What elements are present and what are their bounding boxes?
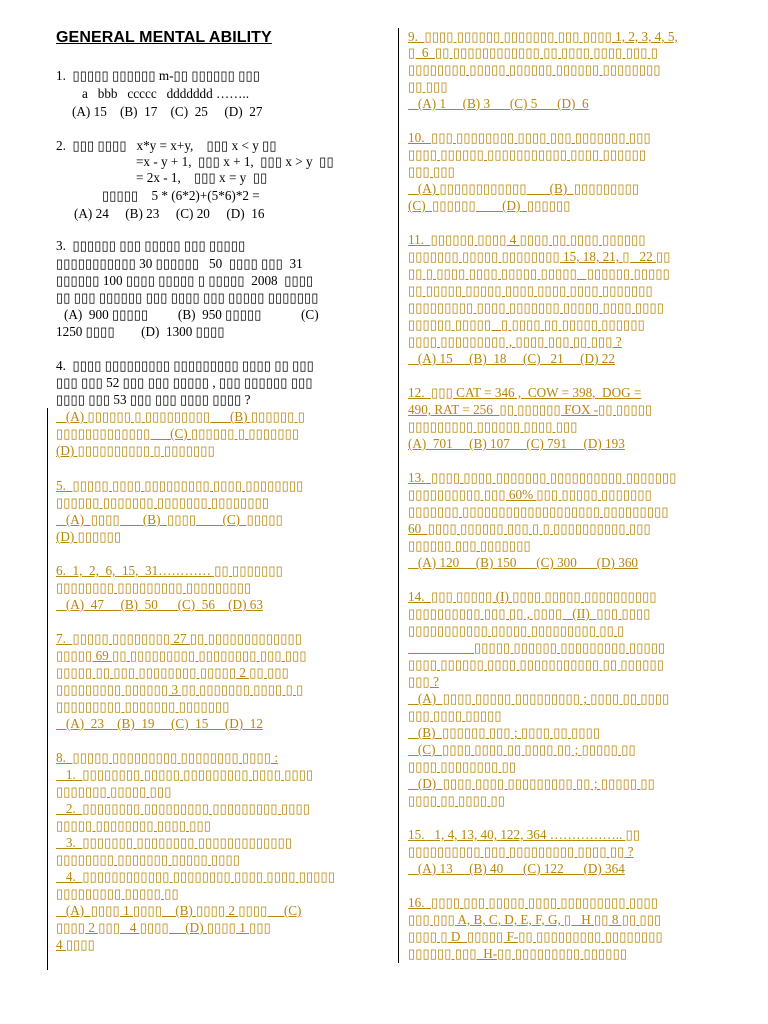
text-line: (A) 23 (B) 19 (C) 15 (D) 12 bbox=[56, 716, 263, 731]
text-line: ▯▯▯▯ 2 ▯▯▯ 4 ▯▯▯▯ (D) ▯▯▯▯ 1 ▯▯▯ bbox=[56, 920, 271, 935]
text-line: 11. ▯▯▯▯▯▯ ▯▯▯▯ 4 ▯▯▯▯ ▯▯ ▯▯▯▯ ▯▯▯▯▯▯ bbox=[408, 232, 646, 247]
text-line: ▯▯▯▯▯▯▯ ▯▯▯▯▯ ▯▯▯ bbox=[56, 784, 172, 799]
text-line: 5. ▯▯▯▯▯ ▯▯▯▯ ▯▯▯▯▯▯▯▯▯ ▯▯▯▯ ▯▯▯▯▯▯▯▯ bbox=[56, 478, 304, 493]
text-line: 1. ▯▯▯▯▯▯▯▯ ▯▯▯▯▯ ▯▯▯▯▯▯▯▯▯ ▯▯▯▯ ▯▯▯▯ bbox=[56, 767, 314, 782]
text-line: 4 ▯▯▯▯ bbox=[56, 937, 95, 952]
text-line: (A) ▯▯▯▯▯▯▯▯▯▯▯▯ (B) ▯▯▯▯▯▯▯▯▯ bbox=[408, 181, 640, 196]
text-line: (D) ▯▯▯▯▯▯ bbox=[56, 529, 122, 544]
text-line: ▯▯▯▯▯▯▯▯▯▯▯ ▯▯▯▯▯ ▯▯▯▯▯▯▯▯▯ ▯▯ ▯ bbox=[408, 623, 625, 638]
text-line: ▯▯▯▯▯ 5 * (6*2)+(5*6)*2 = bbox=[102, 188, 260, 203]
text-line: ▯▯▯▯ ▯▯▯▯▯▯ ▯▯▯▯▯▯▯▯▯▯▯ ▯▯▯▯ ▯▯▯▯▯▯ bbox=[408, 147, 647, 162]
text-line: 2. ▯▯▯▯▯▯▯▯ ▯▯▯▯▯▯▯▯▯ ▯▯▯▯▯▯▯▯▯ ▯▯▯▯ bbox=[56, 801, 310, 816]
text-line: (A) 120 (B) 150 (C) 300 (D) 360 bbox=[408, 555, 639, 570]
text-line: ▯▯▯ ▯▯▯ 52 ▯▯▯ ▯▯▯ ▯▯▯▯▯ , ▯▯▯ ▯▯▯▯▯▯ ▯▯▯ bbox=[56, 375, 313, 390]
text-line: 1. ▯▯▯▯▯ ▯▯▯▯▯▯ m-▯▯ ▯▯▯▯▯▯ ▯▯▯ bbox=[56, 68, 260, 83]
text-line: ▯▯▯▯▯▯▯▯▯ ▯▯▯▯▯▯ ▯▯▯▯ ▯▯▯ bbox=[408, 419, 578, 434]
text-line: ▯▯▯▯▯▯ ▯▯▯▯▯ ▯ ▯▯▯▯ ▯▯ ▯▯▯▯▯ ▯▯▯▯▯▯ bbox=[408, 317, 645, 332]
text-line: 8. ▯▯▯▯▯ ▯▯▯▯▯▯▯▯▯ ▯▯▯▯▯▯▯▯ ▯▯▯▯ : bbox=[56, 750, 279, 765]
text-line: 6. 1, 2, 6, 15, 31………… ▯▯ ▯▯▯▯▯▯▯ bbox=[56, 563, 283, 578]
text-line: 12. ▯▯▯ CAT = 346 , COW = 398, DOG = bbox=[408, 385, 642, 400]
text-line: ▯▯▯▯▯▯▯ ▯▯▯▯▯▯▯▯▯▯▯▯▯▯▯▯▯▯▯ ▯▯▯▯▯▯▯▯▯ bbox=[408, 504, 669, 519]
text-line: 4. ▯▯▯▯ ▯▯▯▯▯▯▯▯▯ ▯▯▯▯▯▯▯▯▯ ▯▯▯▯ ▯▯ ▯▯▯ bbox=[56, 358, 314, 373]
text-line: (A) 1 (B) 3 (C) 5 (D) 6 bbox=[408, 96, 589, 111]
text-line: (A) ▯▯▯▯▯▯ ▯ ▯▯▯▯▯▯▯▯▯ (B) ▯▯▯▯▯▯ ▯ bbox=[56, 409, 305, 424]
text-line: ▯▯▯▯ ▯▯▯ 53 ▯▯▯ ▯▯▯ ▯▯▯▯ ▯▯▯▯ ? bbox=[56, 392, 251, 407]
text-line: ▯▯▯▯▯▯▯▯▯▯ ▯▯▯ ▯▯ , ▯▯▯▯ (II) ▯▯▯ ▯▯▯▯ bbox=[408, 606, 651, 621]
text-line: (A) ▯▯▯▯ (B) ▯▯▯▯ (C) ▯▯▯▯▯ bbox=[56, 512, 283, 527]
text-line: (C) ▯▯▯▯ ▯▯▯▯ ▯▯ ▯▯▯▯ ▯▯ ; ▯▯▯▯▯ ▯▯ bbox=[408, 742, 636, 757]
text-line: ▯▯ ▯▯▯ ▯▯▯▯▯▯ ▯▯▯ ▯▯▯▯ ▯▯▯ ▯▯▯▯▯ ▯▯▯▯▯▯▯ bbox=[56, 290, 319, 305]
text-line: 16. ▯▯▯▯ ▯▯▯ ▯▯▯▯▯ ▯▯▯▯ ▯▯▯▯▯▯▯▯▯ ▯▯▯▯ bbox=[408, 895, 659, 910]
text-line: =x - y + 1, ▯▯▯ x + 1, ▯▯▯ x > y ▯▯ bbox=[136, 154, 334, 169]
text-line: (A) 15 (B) 18 (C) 21 (D) 22 bbox=[408, 351, 615, 366]
text-line: ▯▯▯▯▯▯ 100 ▯▯▯▯ ▯▯▯▯▯ ▯ ▯▯▯▯▯ 2008 ▯▯▯▯ bbox=[56, 273, 314, 288]
text-line: ▯▯▯▯▯▯ ▯▯▯▯▯▯▯ ▯▯▯▯▯▯▯ ▯▯▯▯▯▯▯▯ bbox=[56, 495, 270, 510]
text-line: ▯▯▯▯▯▯▯▯▯▯▯▯▯ (C) ▯▯▯▯▯▯ ▯ ▯▯▯▯▯▯▯ bbox=[56, 426, 300, 441]
text-line: ▯▯▯▯▯▯▯▯▯ ▯▯▯▯ ▯▯▯▯▯▯▯ ▯▯▯▯▯ ▯▯▯▯ ▯▯▯▯ bbox=[408, 300, 664, 315]
text-line: (D) ▯▯▯▯▯▯▯▯▯▯ ▯ ▯▯▯▯▯▯▯ bbox=[56, 443, 215, 458]
text-line: ▯▯▯▯ ▯▯▯▯▯▯▯▯ ▯▯ bbox=[408, 759, 517, 774]
text-line: (A) ▯▯▯▯ 1 ▯▯▯▯ (B) ▯▯▯▯ 2 ▯▯▯▯ (C) bbox=[56, 903, 302, 918]
text-line: (B) ▯▯▯▯▯▯ ▯▯▯ ; ▯▯▯▯ ▯▯ ▯▯▯▯ bbox=[408, 725, 601, 740]
text-line: ▯▯ ▯▯▯▯▯ ▯▯▯▯▯ ▯▯▯▯ ▯▯▯▯ ▯▯▯▯ ▯▯▯▯▯▯▯ bbox=[408, 283, 653, 298]
text-line: ▯▯▯▯▯▯▯▯▯ ▯▯▯▯▯▯ 3 ▯▯ ▯▯▯▯▯▯▯ ▯▯▯▯ ▯ ▯ bbox=[56, 682, 304, 697]
text-line: (A) 13 (B) 40 (C) 122 (D) 364 bbox=[408, 861, 625, 876]
text-line: 490, RAT = 256 ▯▯ ▯▯▯▯▯▯ FOX -▯▯ ▯▯▯▯▯ bbox=[408, 402, 653, 417]
text-line: ▯▯▯ ▯▯▯▯ ▯▯▯▯▯ bbox=[408, 708, 502, 723]
text-line: 7. ▯▯▯▯▯ ▯▯▯▯▯▯▯▯ 27 ▯▯ ▯▯▯▯▯▯▯▯▯▯▯▯▯ bbox=[56, 631, 303, 646]
column-divider bbox=[398, 28, 399, 963]
text-line: ▯▯▯▯▯▯ ▯▯▯ H-▯▯ ▯▯▯▯▯▯▯▯▯ ▯▯▯▯▯▯ bbox=[408, 946, 628, 961]
text-line: a bbb ccccc ddddddd …….. bbox=[82, 86, 249, 101]
text-line: 1250 ▯▯▯▯ (D) 1300 ▯▯▯▯ bbox=[56, 324, 225, 339]
text-line: ▯▯▯▯ ▯ D ▯▯▯▯▯ F-▯▯ ▯▯▯▯▯▯▯▯▯ ▯▯▯▯▯▯▯▯ bbox=[408, 929, 663, 944]
text-line: ▯▯▯▯▯ ▯▯▯▯▯▯▯▯ ▯▯▯▯ ▯▯▯ bbox=[56, 818, 212, 833]
text-line: __________▯▯▯▯▯ ▯▯▯▯▯▯ ▯▯▯▯▯▯▯▯▯ ▯▯▯▯▯ bbox=[408, 640, 666, 655]
text-line: ▯▯▯▯ ▯▯▯▯▯▯▯▯▯ , ▯▯▯▯ ▯▯▯ ▯▯ ▯▯▯ ? bbox=[408, 334, 622, 349]
text-line: (A) 47 (B) 50 (C) 56 (D) 63 bbox=[56, 597, 263, 612]
text-line: 4. ▯▯▯▯▯▯▯▯▯▯▯▯ ▯▯▯▯▯▯▯▯ ▯▯▯▯ ▯▯▯▯ ▯▯▯▯▯ bbox=[56, 869, 336, 884]
text-line: ▯▯▯▯▯▯▯▯▯▯ ▯▯▯ 60% ▯▯▯ ▯▯▯▯▯ ▯▯▯▯▯▯▯ bbox=[408, 487, 652, 502]
text-line: ▯▯▯▯▯▯▯▯▯ ▯▯▯▯▯▯▯ ▯▯▯▯▯▯▯ bbox=[56, 699, 230, 714]
page-title: GENERAL MENTAL ABILITY bbox=[56, 29, 272, 46]
text-line: ▯▯▯▯▯▯▯▯ ▯▯▯▯▯▯▯▯▯ ▯▯▯▯▯▯▯▯▯ bbox=[56, 580, 252, 595]
text-line: ▯▯▯ ? bbox=[408, 674, 439, 689]
text-line: 9. ▯▯▯▯ ▯▯▯▯▯▯ ▯▯▯▯▯▯▯ ▯▯▯ ▯▯▯▯ 1, 2, 3, 4, 5, bbox=[408, 29, 678, 44]
text-line: 15. 1, 4, 13, 40, 122, 364 …………….. ▯▯ bbox=[408, 827, 641, 842]
text-line: 10. ▯▯▯ ▯▯▯▯▯▯▯▯ ▯▯▯▯ ▯▯▯ ▯▯▯▯▯▯▯ ▯▯▯ bbox=[408, 130, 651, 145]
text-line: ▯▯▯▯▯▯ ▯▯▯ ▯▯▯▯▯▯▯ bbox=[408, 538, 531, 553]
text-line: 3. ▯▯▯▯▯▯▯ ▯▯▯▯▯▯▯▯ ▯▯▯▯▯▯▯▯▯▯▯▯▯ bbox=[56, 835, 293, 850]
text-line: ▯▯▯▯▯▯▯▯ ▯▯▯▯▯ ▯▯▯▯▯▯ ▯▯▯▯▯▯ ▯▯▯▯▯▯▯▯ bbox=[408, 62, 661, 77]
left-margin-bar bbox=[47, 408, 48, 970]
text-line: ▯▯▯▯ ▯▯ ▯▯▯▯ ▯▯ bbox=[408, 793, 505, 808]
text-line: ▯▯▯▯▯▯▯▯▯▯▯ 30 ▯▯▯▯▯▯ 50 ▯▯▯▯ ▯▯▯ 31 bbox=[56, 256, 303, 271]
text-line: (D) ▯▯▯▯ ▯▯▯▯ ▯▯▯▯▯▯▯▯▯ ▯▯ ; ▯▯▯▯▯ ▯▯ bbox=[408, 776, 655, 791]
text-line: ▯▯▯▯▯ 69 ▯▯ ▯▯▯▯▯▯▯▯▯ ▯▯▯▯▯▯▯▯ ▯▯▯ ▯▯▯ bbox=[56, 648, 307, 663]
text-line: 13. ▯▯▯▯ ▯▯▯▯ ▯▯▯▯▯▯▯ ▯▯▯▯▯▯▯▯▯▯ ▯▯▯▯▯▯▯ bbox=[408, 470, 677, 485]
text-line: (A) 15 (B) 17 (C) 25 (D) 27 bbox=[72, 104, 263, 119]
text-line: ▯ 6 ▯▯ ▯▯▯▯▯▯▯▯▯▯▯▯ ▯▯ ▯▯▯▯ ▯▯▯▯ ▯▯▯ ▯ bbox=[408, 45, 659, 60]
text-line: 60 ▯▯▯▯ ▯▯▯▯▯▯ ▯▯▯ ▯ ▯ ▯▯▯▯▯▯▯▯▯▯ ▯▯▯ bbox=[408, 521, 651, 536]
text-line: ▯▯▯▯▯▯▯ ▯▯▯▯▯ ▯▯▯▯▯▯▯▯ 15, 18, 21, ▯ 22 ▯▯ bbox=[408, 249, 671, 264]
text-line: ▯▯▯ ▯▯▯ bbox=[408, 164, 455, 179]
text-line: ▯▯▯▯▯▯▯▯▯▯ ▯▯▯ ▯▯▯▯▯▯▯▯▯ ▯▯▯▯ ▯▯ ? bbox=[408, 844, 634, 859]
text-line: (C) ▯▯▯▯▯▯ (D) ▯▯▯▯▯▯ bbox=[408, 198, 571, 213]
text-line: 14. ▯▯▯ ▯▯▯▯▯ (I) ▯▯▯▯ ▯▯▯▯▯ ▯▯▯▯▯▯▯▯▯▯ bbox=[408, 589, 657, 604]
text-line: = 2x - 1, ▯▯▯ x = y ▯▯ bbox=[136, 170, 268, 185]
text-line: 2. ▯▯▯ ▯▯▯▯ x*y = x+y, ▯▯▯ x < y ▯▯ bbox=[56, 138, 277, 153]
text-line: (A) 900 ▯▯▯▯▯ (B) 950 ▯▯▯▯▯ (C) bbox=[64, 307, 319, 322]
text-line: ▯▯▯▯ ▯▯▯▯▯▯ ▯▯▯▯ ▯▯▯▯▯▯▯▯▯▯▯ ▯▯ ▯▯▯▯▯▯ bbox=[408, 657, 664, 672]
text-line: ▯▯ ▯▯▯ bbox=[408, 79, 448, 94]
text-line: (A) 701 (B) 107 (C) 791 (D) 193 bbox=[408, 436, 625, 451]
text-line: ▯▯▯▯▯▯▯▯▯ ▯▯▯▯▯ ▯▯ bbox=[56, 886, 179, 901]
text-line: ▯▯▯ ▯▯▯ A, B, C, D, E, F, G, ▯ H ▯▯ 8 ▯▯ ▯▯▯ bbox=[408, 912, 662, 927]
text-line: ▯▯▯▯▯ ▯▯ ▯▯▯ ▯▯▯▯▯▯▯▯ ▯▯▯▯▯ 2 ▯▯ ▯▯▯ bbox=[56, 665, 289, 680]
text-line: ▯▯▯▯▯▯▯▯ ▯▯▯▯▯▯▯ ▯▯▯▯▯ ▯▯▯▯ bbox=[56, 852, 241, 867]
text-line: (A) 24 (B) 23 (C) 20 (D) 16 bbox=[74, 206, 265, 221]
text-line: (A) ▯▯▯▯ ▯▯▯▯▯ ▯▯▯▯▯▯▯▯▯ ; ▯▯▯▯ ▯▯ ▯▯▯▯ bbox=[408, 691, 670, 706]
text-line: 3. ▯▯▯▯▯▯ ▯▯▯ ▯▯▯▯▯ ▯▯▯ ▯▯▯▯▯ bbox=[56, 238, 246, 253]
text-line: ▯▯ ▯ ▯▯▯▯ ▯▯▯▯ ▯▯▯▯▯ ▯▯▯▯▯ ▯▯▯▯▯▯ ▯▯▯▯▯ bbox=[408, 266, 670, 281]
